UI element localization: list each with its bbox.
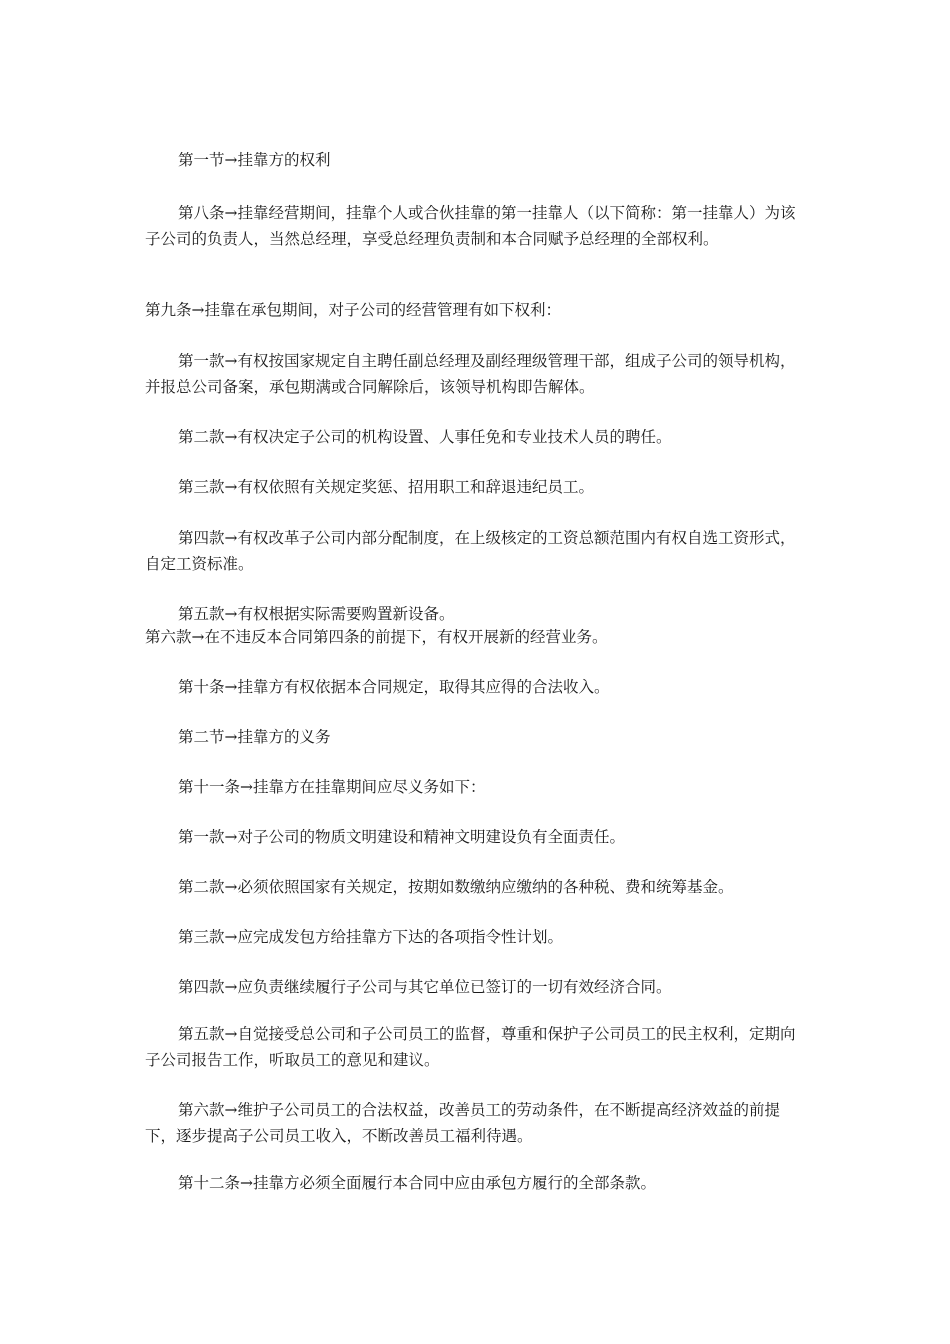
article-9-clause-3: 第三款→有权依照有关规定奖惩、招用职工和辞退违纪员工。 [178, 478, 594, 496]
article-9-clause-4: 第四款→有权改革子公司内部分配制度，在上级核定的工资总额范围内有权自选工资形式，自定工资标准。 [145, 529, 796, 573]
article-9-clause-5: 第五款→有权根据实际需要购置新设备。 [178, 605, 455, 623]
section-heading-rights: 第一节→挂靠方的权利 [178, 151, 331, 169]
article-11-clause-1: 第一款→对子公司的物质文明建设和精神文明建设负有全面责任。 [178, 828, 625, 846]
article-11-clause-5: 第五款→自觉接受总公司和子公司员工的监督，尊重和保护子公司员工的民主权利，定期向子公司报告工作，听取员工的意见和建议。 [145, 1025, 796, 1069]
article-9-clause-2: 第二款→有权决定子公司的机构设置、人事任免和专业技术人员的聘任。 [178, 428, 672, 446]
section-heading-obligations: 第二节→挂靠方的义务 [178, 728, 331, 746]
article-11-clause-2: 第二款→必须依照国家有关规定，按期如数缴纳应缴纳的各种税、费和统筹基金。 [178, 878, 734, 896]
article-9-paragraph: 第九条→挂靠在承包期间，对子公司的经营管理有如下权利： [145, 301, 561, 319]
article-9-clause-1: 第一款→有权按国家规定自主聘任副总经理及副经理级管理干部，组成子公司的领导机构，并报总公司备案，承包期满或合同解除后，该领导机构即告解体。 [145, 352, 796, 396]
article-10-paragraph: 第十条→挂靠方有权依据本合同规定，取得其应得的合法收入。 [178, 678, 610, 696]
article-11-paragraph: 第十一条→挂靠方在挂靠期间应尽义务如下： [178, 778, 486, 796]
article-8-paragraph: 第八条→挂靠经营期间，挂靠个人或合伙挂靠的第一挂靠人（以下简称：第一挂靠人）为该子公司的负责人，当然总经理，享受总经理负责制和本合同赋予总经理的全部权利。 [145, 204, 796, 248]
article-11-clause-4: 第四款→应负责继续履行子公司与其它单位已签订的一切有效经济合同。 [178, 978, 672, 996]
article-9-clause-6: 第六款→在不违反本合同第四条的前提下，有权开展新的经营业务。 [145, 628, 608, 646]
article-11-clause-6: 第六款→维护子公司员工的合法权益，改善员工的劳动条件，在不断提高经济效益的前提下，逐步提高子公司员工收入，不断改善员工福利待遇。 [145, 1101, 780, 1145]
article-12-paragraph: 第十二条→挂靠方必须全面履行本合同中应由承包方履行的全部条款。 [178, 1174, 656, 1192]
article-11-clause-3: 第三款→应完成发包方给挂靠方下达的各项指令性计划。 [178, 928, 563, 946]
